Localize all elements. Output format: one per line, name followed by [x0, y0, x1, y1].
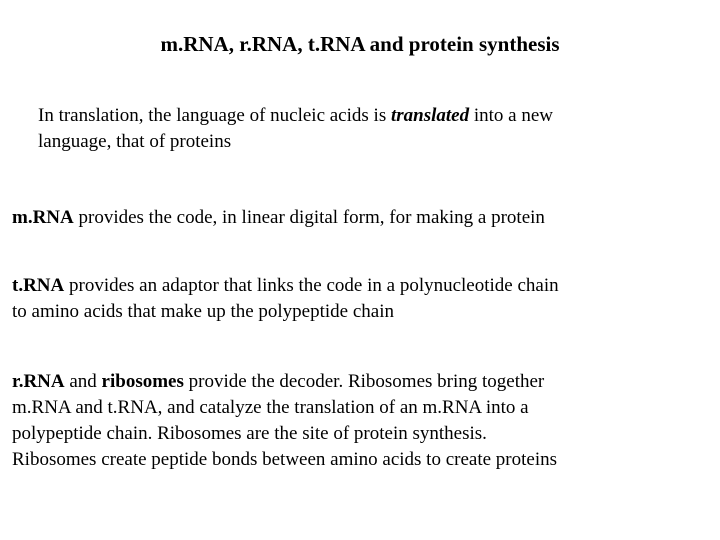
- ribosomes-term: ribosomes: [101, 371, 184, 392]
- mrna-line: [12, 205, 545, 231]
- rrna-text-1: provide the decoder. Ribosomes bring together: [183, 371, 545, 392]
- rrna-term: r.RNA: [12, 371, 65, 392]
- intro-line-1: [38, 103, 553, 129]
- trna-text-1: provides an adaptor that links the code in a polynucleotide chain: [64, 275, 559, 296]
- trna-term: t.RNA: [12, 275, 65, 296]
- intro-text-start: In translation, the language of nucleic acids is: [38, 105, 391, 126]
- intro-line-2: language, that of proteins: [38, 131, 232, 152]
- rrna-line-1: [12, 369, 557, 395]
- rrna-paragraph: [12, 369, 557, 473]
- rrna-line-4: Ribosomes create peptide bonds between amino acids to create proteins: [12, 449, 558, 470]
- trna-line-2: to amino acids that make up the polypeptide chain: [12, 301, 395, 322]
- intro-emphasis: translated: [390, 105, 470, 126]
- intro-paragraph: [38, 103, 553, 155]
- rrna-connector: and: [64, 371, 102, 392]
- rrna-line-2: m.RNA and t.RNA, and catalyze the translation of an m.RNA into a: [12, 397, 529, 418]
- mrna-term: m.RNA: [12, 207, 74, 228]
- mrna-text: provides the code, in linear digital form, for making a protein: [73, 207, 545, 228]
- intro-text-end: into a new: [469, 105, 553, 126]
- trna-paragraph: [12, 273, 559, 325]
- trna-line-1: [12, 273, 559, 299]
- page-title: m.RNA, r.RNA, t.RNA and protein synthesis: [160, 32, 560, 56]
- mrna-paragraph: [12, 205, 545, 231]
- rrna-line-3: polypeptide chain. Ribosomes are the site of protein synthesis.: [12, 423, 487, 444]
